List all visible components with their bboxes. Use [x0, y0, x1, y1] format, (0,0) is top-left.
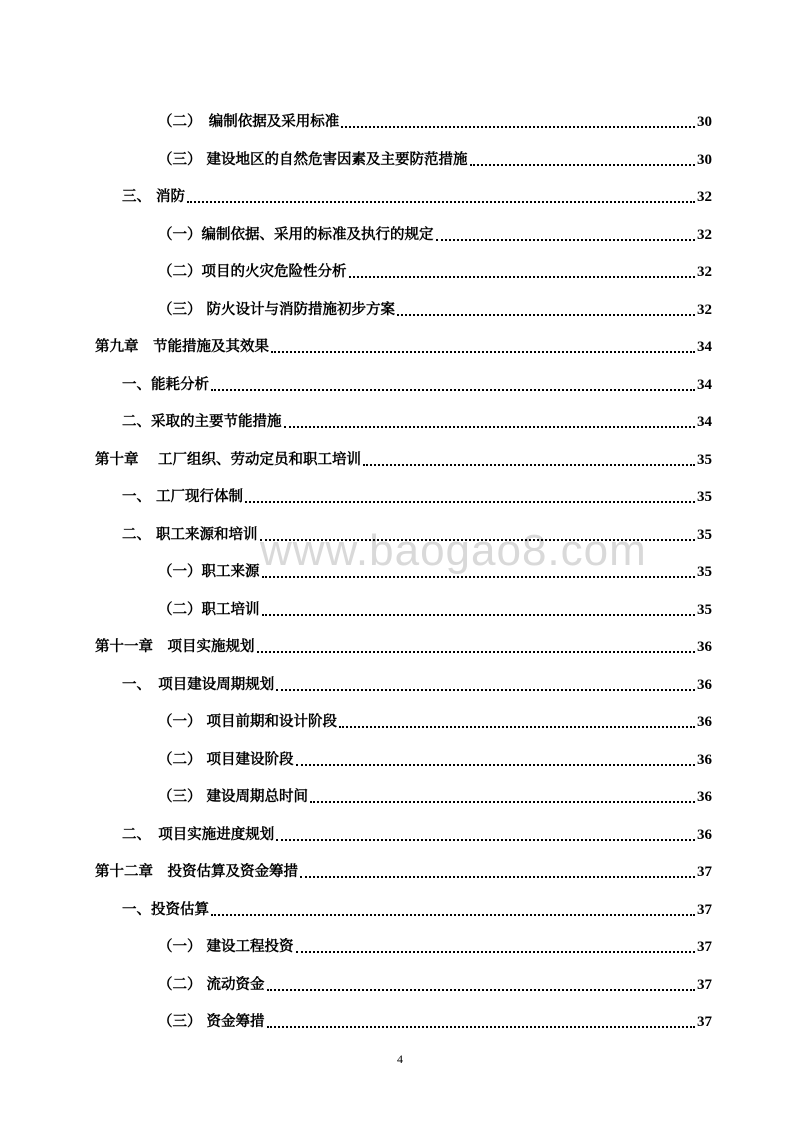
dot-leader [276, 838, 695, 841]
toc-entry-page: 34 [697, 414, 712, 430]
dot-leader [211, 388, 695, 391]
toc-entry-page: 32 [697, 264, 712, 280]
toc-entry[interactable] [122, 408, 712, 432]
toc-entry[interactable] [95, 858, 712, 882]
toc-entry-page: 35 [697, 489, 712, 505]
page-number: 4 [397, 1052, 403, 1066]
toc-entry-page: 37 [697, 1014, 712, 1030]
dot-leader [271, 350, 695, 353]
dot-leader [436, 238, 696, 241]
dot-leader [245, 500, 695, 503]
toc-entry-page: 36 [697, 751, 712, 768]
toc-entry-label: （一）编制依据、采用的标准及执行的规定 [158, 225, 434, 243]
toc-entry-page: 35 [697, 451, 712, 468]
dot-leader [296, 950, 695, 953]
toc-entry[interactable] [158, 296, 712, 320]
toc-entry-page: 35 [697, 601, 712, 618]
toc-entry-label: 一、 工厂现行体制 [122, 488, 244, 505]
dot-leader [267, 1025, 695, 1028]
toc-entry[interactable] [95, 633, 712, 657]
dot-leader [341, 125, 695, 128]
toc-entry[interactable] [122, 371, 712, 395]
toc-entry-label: （三） 建设周期总时间 [158, 788, 309, 805]
toc-entry-label: 一、 项目建设周期规划 [122, 675, 275, 693]
toc-entry-page: 32 [697, 301, 712, 318]
toc-entry-label: 一、能耗分析 [122, 375, 209, 393]
toc-entry[interactable] [158, 258, 712, 282]
toc-entry-page: 37 [697, 939, 712, 955]
toc-entry-label: 二、 职工来源和培训 [122, 525, 258, 543]
toc-entry-page: 37 [697, 901, 712, 918]
toc-entry[interactable] [158, 146, 712, 170]
toc-entry[interactable] [122, 183, 712, 207]
toc-entry-page: 37 [697, 864, 712, 880]
toc-entry-page: 37 [697, 976, 712, 993]
dot-leader [470, 163, 695, 166]
toc-entry-page: 32 [697, 189, 712, 205]
toc-entry-label: 第九章 节能措施及其效果 [95, 338, 269, 355]
toc-entry-label: 第十一章 项目实施规划 [95, 638, 255, 655]
toc-entry-label: （二） 流动资金 [158, 975, 265, 993]
toc-entry[interactable] [158, 933, 712, 957]
toc-entry[interactable] [158, 221, 712, 245]
dot-leader [310, 800, 695, 803]
dot-leader [257, 650, 696, 653]
toc-entry-label: （三） 建设地区的自然危害因素及主要防范措施 [158, 150, 468, 168]
toc-entry-page: 36 [697, 826, 712, 843]
watermark-text: www.baogao8.com [260, 526, 647, 575]
toc-entry-page: 36 [697, 714, 712, 730]
toc-entry-label: 三、 消防 [122, 188, 186, 205]
toc-entry[interactable] [122, 821, 712, 845]
toc-entry[interactable] [122, 671, 712, 695]
dot-leader [349, 275, 696, 278]
toc-entry[interactable] [158, 708, 712, 732]
dot-leader [187, 200, 695, 203]
toc-entry-label: （二）项目的火灾危险性分析 [158, 263, 347, 280]
dot-leader [262, 613, 696, 616]
toc-entry[interactable] [158, 596, 712, 620]
toc-entry-label: （二）职工培训 [158, 600, 260, 618]
toc-entry-label: （二） 项目建设阶段 [158, 750, 294, 768]
toc-entry[interactable] [158, 558, 712, 582]
toc-entry-label: （一）职工来源 [158, 563, 260, 580]
toc-entry[interactable] [158, 1008, 712, 1032]
toc-entry-label: （三） 防火设计与消防措施初步方案 [158, 300, 396, 318]
toc-entry[interactable] [122, 521, 712, 545]
toc-entry-page: 30 [697, 151, 712, 168]
toc-entry-page: 34 [697, 339, 712, 355]
toc-entry-page: 35 [697, 526, 712, 543]
dot-leader [339, 725, 695, 728]
toc-entry-label: （二） 编制依据及采用标准 [158, 113, 340, 130]
toc-entry[interactable] [158, 108, 712, 132]
toc-entry[interactable] [122, 896, 712, 920]
toc-entry[interactable] [95, 446, 712, 470]
toc-entry[interactable] [158, 971, 712, 995]
toc-entry-page: 36 [697, 789, 712, 805]
toc-entry-label: 第十章 工厂组织、劳动定员和职工培训 [95, 450, 362, 468]
toc-entry[interactable] [158, 783, 712, 807]
toc-entry-label: （三） 资金筹措 [158, 1013, 265, 1030]
toc-entry-label: 第十二章 投资估算及资金筹措 [95, 863, 298, 880]
toc-entry-page: 32 [697, 226, 712, 243]
dot-leader [260, 538, 695, 541]
toc-entry-page: 36 [697, 676, 712, 693]
toc-entry[interactable] [158, 746, 712, 770]
toc-entry[interactable] [95, 333, 712, 357]
toc-entry-label: （一） 项目前期和设计阶段 [158, 713, 338, 730]
dot-leader [363, 463, 695, 466]
dot-leader [296, 763, 695, 766]
dot-leader [284, 425, 696, 428]
dot-leader [397, 313, 695, 316]
dot-leader [262, 575, 696, 578]
toc-entry-label: （一） 建设工程投资 [158, 938, 294, 955]
toc-entry-page: 36 [697, 639, 712, 655]
toc-entry-page: 34 [697, 376, 712, 393]
toc-entry-label: 二、 项目实施进度规划 [122, 825, 275, 843]
toc-entry-label: 一、投资估算 [122, 900, 209, 918]
toc-entry[interactable] [122, 483, 712, 507]
dot-leader [211, 913, 695, 916]
dot-leader [267, 988, 695, 991]
dot-leader [276, 688, 695, 691]
toc-entry-page: 30 [697, 114, 712, 130]
dot-leader [300, 875, 695, 878]
toc-entry-page: 35 [697, 564, 712, 580]
toc-entry-label: 二、采取的主要节能措施 [122, 413, 282, 430]
